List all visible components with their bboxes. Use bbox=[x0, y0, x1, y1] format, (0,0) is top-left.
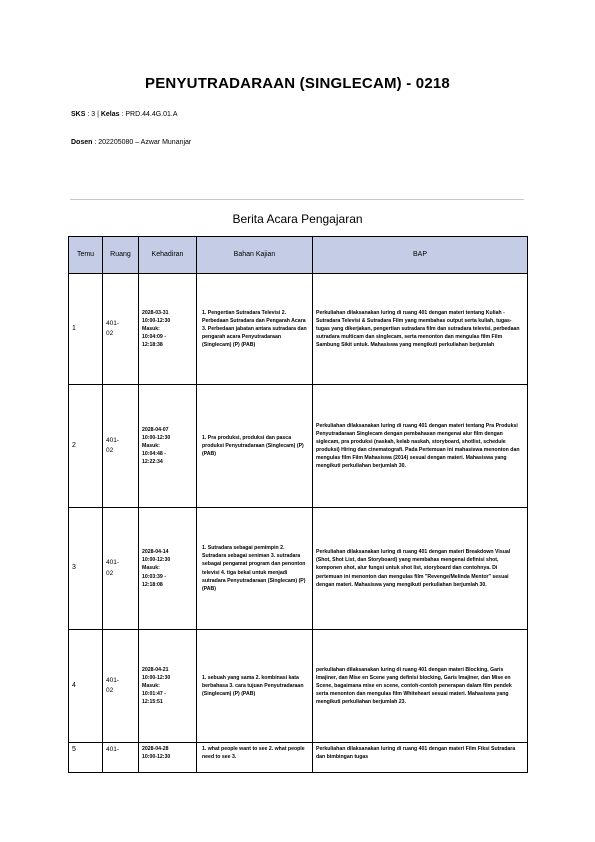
table-row bbox=[69, 508, 528, 630]
kelas-value: : PRD.44.4G.01.A bbox=[121, 111, 178, 118]
header-kehadiran: Kehadiran bbox=[139, 237, 197, 274]
cell-kehadiran: 2028-03-31 10:00-12:30 Masuk: 10:04:09 - 12:18:38 bbox=[139, 274, 197, 385]
cell-bahan-kajian: 1. Pengertian Sutradara Televisi 2. Perbedaan Sutradara dan Pengarah Acara 3. Perbedaan jabatan antara sutradara dan pengarah acara Penyutradaraan (Singlecam) (P) (PAB) bbox=[197, 274, 313, 385]
header-bap: BAP bbox=[313, 237, 528, 274]
table-header-row bbox=[69, 237, 528, 274]
header-bahan-kajian: Bahan Kajian bbox=[197, 237, 313, 274]
cell-kehadiran: 2028-04-07 10:00-12:30 Masuk: 10:04:48 - 12:22:34 bbox=[139, 385, 197, 508]
cell-ruang: 401- bbox=[103, 743, 139, 773]
cell-ruang: 401- 02 bbox=[103, 630, 139, 743]
cell-ruang: 401- 02 bbox=[103, 385, 139, 508]
course-info-line bbox=[71, 111, 178, 118]
cell-bap: Perkuliahan dilaksanakan luring di ruang 401 dengan materi Breakdown Visual (Shot, Shot List, dan Storyboard) yang membahas mengenai definisi shot, komponen shot, alur fungsi untuk shot list, storyboard dan contohnya. Di pertemuan ini menonton dan mengulas film "Revenge/Melinda Mentor" sesuai dengan materi. Mahasiswa yang mengikuti perkuliahan berjumlah 30. bbox=[313, 508, 528, 630]
cell-bahan-kajian: 1. what people want to see 2. what people need to see 3. bbox=[197, 743, 313, 773]
table-row bbox=[69, 630, 528, 743]
horizontal-divider bbox=[70, 199, 524, 200]
cell-kehadiran: 2028-04-21 10:00-12:30 Masuk: 10:01:47 - 12:15:51 bbox=[139, 630, 197, 743]
section-title: Berita Acara Pengajaran bbox=[232, 212, 363, 226]
sks-label: SKS bbox=[71, 111, 86, 118]
table-row bbox=[69, 385, 528, 508]
cell-temu: 1 bbox=[69, 274, 103, 385]
table-row bbox=[69, 743, 528, 773]
header-ruang: Ruang bbox=[103, 237, 139, 274]
cell-temu: 5 bbox=[69, 743, 103, 773]
cell-bap: Perkuliahan dilaksanakan luring di ruang 401 dengan materi tentang Pra Produksi Penyutradaraan Singlecam dengan pembahasan mengenai alur film dengan siglecam, pra produksi (naskah, kelab naskah, storyboard, shotlist, schedule produksi) Hiring dan cinematografi. Pada Pertemuan ini mahasiswa menonton dan mengulas film Film Mahasiswa (2014) sesuai dengan materi. Mahasiswa yang mengikuti perkuliahan berjumlah 30. bbox=[313, 385, 528, 508]
cell-ruang: 401- 02 bbox=[103, 508, 139, 630]
cell-bap: Perkuliahan dilaksanakan luring di ruang 401 dengan materi tentang Kuliah - Sutradara Televisi & Sutradara Film yang membahas output serta kuliah, tugas-tugas yang dikerjakan, pengertian sutradara film dan sutradara televisi, perbedaan sutradara multicam dan singlecam, serta menonton dan mengulas film Film Sambung Sikit untuk. Mahasiswa yang mengikuti perkuliahan berjumlah bbox=[313, 274, 528, 385]
dosen-value: : 202205080 – Azwar Munanjar bbox=[94, 139, 192, 146]
dosen-label: Dosen bbox=[71, 139, 93, 146]
cell-temu: 4 bbox=[69, 630, 103, 743]
cell-temu: 2 bbox=[69, 385, 103, 508]
header-temu: Temu bbox=[69, 237, 103, 274]
cell-ruang: 401- 02 bbox=[103, 274, 139, 385]
document-title: PENYUTRADARAAN (SINGLECAM) - 0218 bbox=[145, 75, 450, 92]
cell-bahan-kajian: 1. Pra produksi, produksi dan pasca produksi Penyutradaraan (Singlecam) (P) (PAB) bbox=[197, 385, 313, 508]
cell-kehadiran: 2028-04-28 10:00-12:30 bbox=[139, 743, 197, 773]
cell-kehadiran: 2028-04-14 10:00-12:30 Masuk: 10:03:39 - 12:18:08 bbox=[139, 508, 197, 630]
cell-bahan-kajian: 1. sebuah yang sama 2. kombinasi kata berbahasa 3. cara tujuan Penyutradaraan (Singlecam) (P) (PAB) bbox=[197, 630, 313, 743]
cell-bap: perkuliahan dilaksanakan luring di ruang 401 dengan materi Blocking, Garis Imajiner, dan Mise en Scene yang definisi blocking, Garis Imajiner, dan Mise en Scene, bagaimana mise en scene, contoh-contoh penerapan dalam film pendek serta menonton dan mengulas film Whiteheart sesuai materi. Mahasiswa yang mengikuti perkuliahan berjumlah 23. bbox=[313, 630, 528, 743]
lecturer-info-line bbox=[71, 139, 191, 146]
cell-temu: 3 bbox=[69, 508, 103, 630]
cell-bahan-kajian: 1. Sutradara sebagai pemimpin 2. Sutradara sebagai seniman 3. sutradara sebagai pengamat program dan penonton televisi 4. tiga bekal untuk menjadi sutradara Penyutradaraan (Singlecam) (P) (PAB) bbox=[197, 508, 313, 630]
table-row bbox=[69, 274, 528, 385]
kelas-label: Kelas bbox=[100, 111, 120, 118]
sks-value: : 3 | bbox=[87, 111, 99, 118]
cell-bap: Perkuliahan dilaksanakan luring di ruang 401 dengan materi Film Fiksi Sutradara dan bimbingan tugas bbox=[313, 743, 528, 773]
teaching-record-table bbox=[68, 236, 528, 773]
